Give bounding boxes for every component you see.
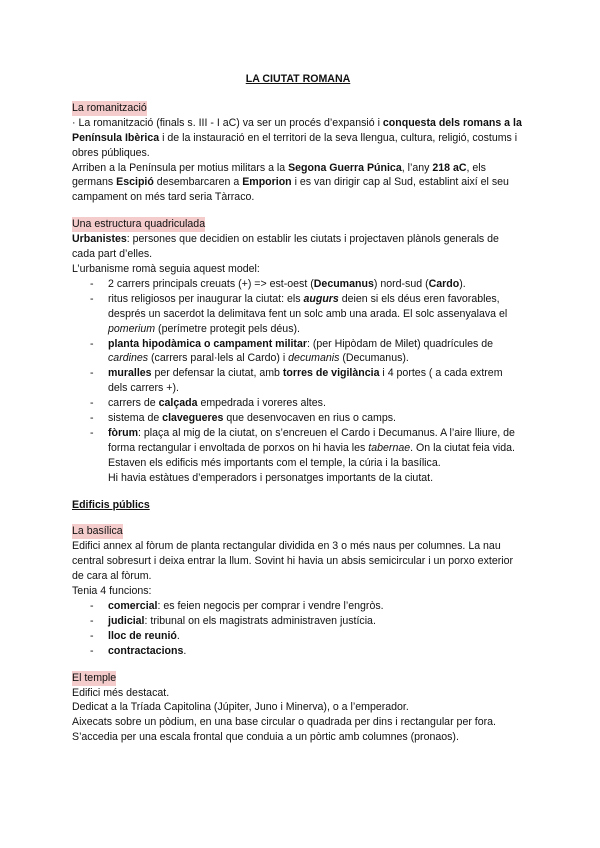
- section-heading: El temple: [72, 671, 117, 684]
- list-item: - carrers de calçada empedrada i voreres altes.: [72, 396, 524, 411]
- document-page: [72, 72, 524, 745]
- list-item: - 2 carrers principals creuats (+) => est-oest (Decumanus) nord-sud (Cardo).: [72, 277, 524, 292]
- document-title: LA CIUTAT ROMANA: [245, 73, 351, 85]
- list-item: - lloc de reunió.: [72, 629, 524, 644]
- paragraph: Aixecats sobre un pòdium, en una base circular o quadrada per dins i rectangular per fora.: [72, 716, 496, 729]
- continuation-line: Estaven els edificis més importants com el temple, la cúria i la basílica.: [108, 456, 441, 469]
- section-heading: Una estructura quadriculada: [72, 218, 206, 231]
- section-edificis: [72, 498, 524, 513]
- section-estructura: [72, 217, 524, 485]
- paragraph: Arriben a la Península per motius militars a la Segona Guerra Púnica, l’any 218 aC, els germans Escipió desembarcaren a Emporion i es van dirigir cap al Sud, establint així el seu campament on més tard seria Tàrraco.: [72, 161, 509, 204]
- paragraph: Edifici més destacat.: [72, 686, 170, 699]
- list-item: - contractacions.: [72, 644, 524, 659]
- continuation-line: Hi havia estàtues d’emperadors i personatges importants de la ciutat.: [108, 471, 434, 484]
- functions-list: [72, 599, 524, 659]
- paragraph: S’accedia per una escala frontal que conduia a un pòrtic amb columnes (pronaos).: [72, 731, 459, 744]
- paragraph: Urbanistes: persones que decidien on establir les ciutats i projectaven plànols generals de cada part d’elles.: [72, 233, 499, 261]
- paragraph: Edifici annex al fòrum de planta rectangular dividida en 3 o més naus per columnes. La nau central sobresurt i deixa entrar la llum. Sovint hi havia un absis semicircular i un porxo exterior de cara al fòrum.: [72, 540, 514, 583]
- list-item: - muralles per defensar la ciutat, amb torres de vigilància i 4 portes ( a cada extrem dels carrers +).: [72, 366, 524, 396]
- section-heading: La basílica: [72, 525, 123, 538]
- list-item: - ritus religiosos per inaugurar la ciutat: els augurs deien si els déus eren favorables, després un sacerdot la delimitava fent un solc amb una arada. El solc assenyalava el pomerium (perímetre protegit pels déus).: [72, 292, 524, 337]
- section-title: Edificis públics: [72, 498, 150, 511]
- section-romanitzacio: [72, 101, 524, 205]
- list-item: - planta hipodàmica o campament militar: (per Hipòdam de Milet) quadrícules de cardines (carrers paral·lels al Cardo) i decumanis (Decumanus).: [72, 337, 524, 367]
- list-item: - fòrum: plaça al mig de la ciutat, on s’encreuen el Cardo i Decumanus. A l’aire lliure, de forma rectangular i envoltada de porxos on hi havia les tabernae. On la ciutat feia vida.: [72, 426, 524, 456]
- section-temple: [72, 671, 524, 746]
- section-basilica: [72, 524, 524, 658]
- model-list: [72, 277, 524, 456]
- paragraph: · La romanització (finals s. III - I aC) va ser un procés d’expansió i conquesta dels romans a la Península Ibèrica i de la instauració en el territori de la seva llengua, cultura, religió, costums i obres públiques.: [72, 116, 522, 159]
- paragraph: Dedicat a la Tríada Capitolina (Júpiter, Juno i Minerva), o a l’emperador.: [72, 701, 409, 714]
- section-heading: La romanització: [72, 101, 147, 114]
- list-item: - sistema de clavegueres que desenvocaven en rius o camps.: [72, 411, 524, 426]
- paragraph: L’urbanisme romà seguia aquest model:: [72, 262, 260, 275]
- list-item: - comercial: es feien negocis per comprar i vendre l’engròs.: [72, 599, 524, 614]
- paragraph: Tenia 4 funcions:: [72, 585, 152, 598]
- list-item: - judicial: tribunal on els magistrats administraven justícia.: [72, 614, 524, 629]
